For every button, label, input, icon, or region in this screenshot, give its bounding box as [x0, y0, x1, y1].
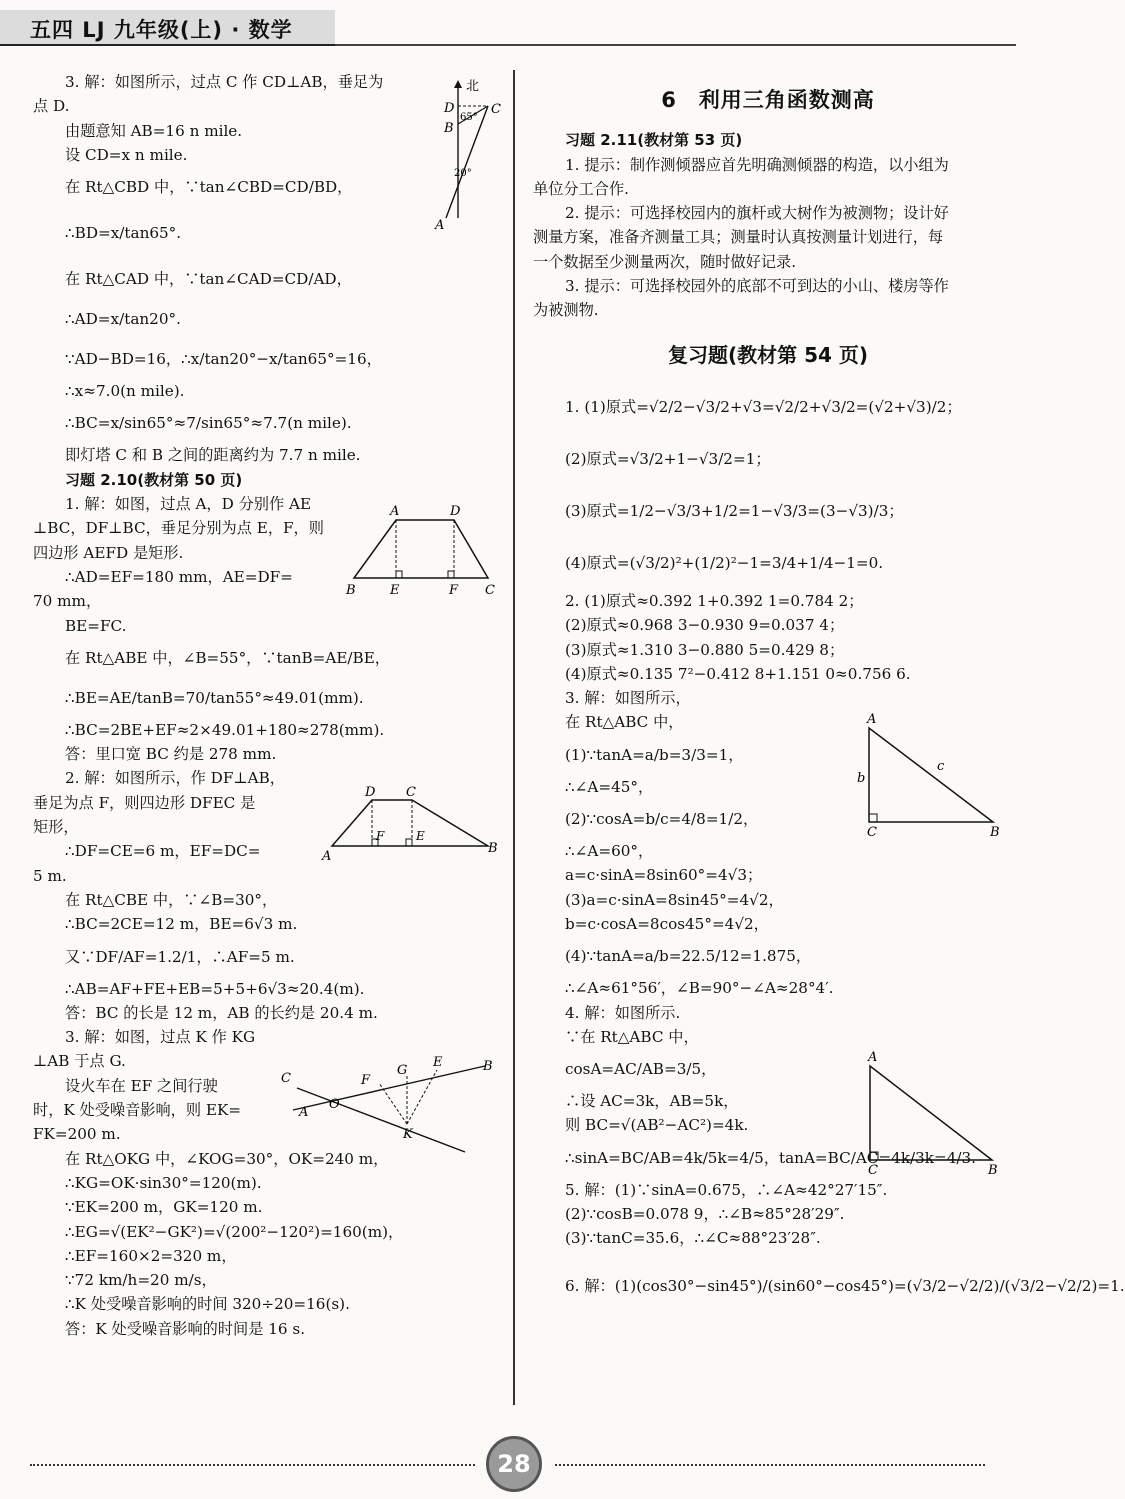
ex211-line: 1. 提示：制作测倾器应首先明确测倾器的构造，以小组为: [565, 155, 949, 174]
fig2-label-C: C: [485, 583, 495, 598]
left-line: ∴x≈7.0(n mile).: [65, 382, 185, 401]
fig2-label-B: B: [346, 583, 356, 598]
left-line: 70 mm，: [33, 592, 102, 611]
ex211-line: 3. 提示：可选择校园外的底部不可到达的小山、楼房等作: [565, 277, 949, 296]
left-line: 四边形 AEFD 是矩形.: [33, 543, 184, 562]
review-exercises: [533, 381, 1125, 1321]
left-line: 在 Rt△OKG 中，∠KOG=30°，OK=240 m，: [65, 1149, 389, 1168]
fig4-label-A: A: [299, 1105, 309, 1120]
fig1-angle-20: 20°: [454, 168, 472, 179]
page-number: 28: [486, 1436, 542, 1492]
review-line: 3. 解：如图所示，: [565, 689, 691, 708]
review-line: 4. 解：如图所示.: [565, 1003, 681, 1022]
page-footer: [0, 1430, 1016, 1490]
left-line: 又∵DF/AF=1.2/1，∴AF=5 m.: [65, 947, 295, 966]
fig6-label-C: C: [868, 1163, 878, 1178]
review-line: b=c·cosA=8cos45°=4√2，: [565, 914, 769, 933]
left-line: ∴AD=x/tan20°.: [65, 310, 181, 329]
column-divider: [513, 70, 515, 1405]
left-line: 在 Rt△CBD 中，∵tan∠CBD=CD/BD，: [65, 178, 353, 197]
fig2-label-F: F: [449, 583, 459, 598]
figure-train-noise: [275, 1052, 500, 1160]
fig1-label-C: C: [491, 102, 501, 117]
left-line: 设 CD=x n mile.: [65, 145, 188, 164]
review-line: 2. (1)原式≈0.392 1+0.392 1=0.784 2；: [565, 591, 864, 610]
fig4-label-K: K: [403, 1127, 413, 1142]
fig5-label-A: A: [867, 712, 877, 727]
review-line: ∴∠A=60°，: [565, 842, 654, 861]
figure-lighthouse: [418, 76, 508, 236]
review-line: (4)原式=(√3/2)²+(1/2)²−1=3/4+1/4−1=0.: [565, 553, 884, 572]
left-line: 设火车在 EF 之间行驶: [65, 1076, 218, 1095]
review-line: ∴sinA=BC/AB=4k/5k=4/5，tanA=BC/AC=4k/3k=4/3.: [565, 1148, 976, 1167]
section-title: 6 利用三角函数测高: [661, 88, 875, 112]
left-line: 垂足为点 F，则四边形 DFEC 是: [33, 793, 256, 812]
fig3-label-B: B: [488, 841, 498, 856]
review-line: (2)原式≈0.968 3−0.930 9=0.037 4；: [565, 616, 845, 635]
figure-trapezoid-1: [342, 500, 502, 598]
footer-dots-left: [30, 1464, 475, 1466]
fig2-label-E: E: [390, 583, 400, 598]
left-line: 2. 解：如图所示，作 DF⊥AB，: [65, 769, 285, 788]
left-line: ∵72 km/h=20 m/s，: [65, 1271, 217, 1290]
left-line: ∴BC=2BE+EF≈2×49.01+180≈278(mm).: [65, 720, 385, 739]
left-line: ∴BD=x/tan65°.: [65, 224, 182, 243]
review-line: (3)原式=1/2−√3/3+1/2=1−√3/3=(3−√3)/3；: [565, 501, 904, 520]
review-line: (4)∵tanA=a/b=22.5/12=1.875，: [565, 947, 812, 966]
fig1-angle-65: 65°: [460, 112, 478, 123]
review-line: ∴∠A≈61°56′，∠B=90°−∠A≈28°4′.: [565, 979, 834, 998]
ex211-line: 单位分工合作.: [533, 179, 629, 198]
left-line: ∵AD−BD=16，∴x/tan20°−x/tan65°=16，: [65, 350, 382, 369]
fig3-label-E: E: [416, 829, 425, 843]
left-line: ⊥AB 于点 G.: [33, 1052, 126, 1071]
fig5-label-b: b: [857, 771, 866, 786]
fig4-label-O: O: [329, 1097, 340, 1112]
figure-right-triangle-1: [855, 710, 1005, 840]
fig3-label-A: A: [322, 849, 332, 864]
left-line: ∴DF=CE=6 m，EF=DC=: [65, 842, 261, 861]
left-line: 点 D.: [33, 97, 70, 116]
fig3-label-F: F: [376, 829, 385, 843]
ex211-line: 2. 提示：可选择校园内的旗杆或大树作为被测物；设计好: [565, 204, 949, 223]
left-line: ∴BC=x/sin65°≈7/sin65°≈7.7(n mile).: [65, 414, 352, 433]
left-line: 答：BC 的长是 12 m，AB 的长约是 20.4 m.: [65, 1003, 378, 1022]
review-line: (4)原式≈0.135 7²−0.412 8+1.151 0≈0.756 6.: [565, 664, 911, 683]
review-line: 在 Rt△ABC 中，: [565, 713, 684, 732]
left-line: 在 Rt△ABE 中，∠B=55°，∵tanB=AE/BE，: [65, 648, 390, 667]
ex211-line: 一个数据至少测量两次，随时做好记录.: [533, 252, 797, 271]
ex211-line: 为被测物.: [533, 301, 599, 320]
left-line: 1. 解：如图，过点 A，D 分别作 AE: [65, 495, 312, 514]
left-line: 时，K 处受噪音影响，则 EK=: [33, 1101, 242, 1120]
exercise-2-11: [533, 128, 1003, 322]
review-line: ∵在 Rt△ABC 中，: [565, 1027, 699, 1046]
left-line: 矩形，: [33, 818, 79, 837]
left-line: ∴KG=OK·sin30°=120(m).: [65, 1173, 262, 1192]
ex211-line: 习题 2.11(教材第 53 页): [565, 131, 743, 150]
fig1-label-A: A: [435, 218, 445, 233]
figure-right-triangle-2: [860, 1048, 1005, 1178]
header-title: 五四 LJ 九年级(上) · 数学: [30, 18, 293, 42]
fig5-label-B: B: [990, 825, 1000, 840]
fig4-label-B: B: [483, 1059, 493, 1074]
fig4-label-F: F: [361, 1073, 371, 1088]
review-line: ∴∠A=45°，: [565, 777, 654, 796]
fig5-label-C: C: [867, 825, 877, 840]
left-line: 3. 解：如图，过点 K 作 KG: [65, 1028, 256, 1047]
review-line: (3)原式≈1.310 3−0.880 5=0.429 8；: [565, 640, 845, 659]
fig4-label-C: C: [281, 1071, 291, 1086]
left-line: ∴AB=AF+FE+EB=5+5+6√3≈20.4(m).: [65, 979, 365, 998]
left-line: 习题 2.10(教材第 50 页): [65, 470, 243, 489]
review-line: cosA=AC/AB=3/5，: [565, 1060, 717, 1079]
left-line: ∴EG=√(EK²−GK²)=√(200²−120²)=160(m)，: [65, 1222, 404, 1241]
left-line: ⊥BC，DF⊥BC，垂足分别为点 E，F，则: [33, 519, 324, 538]
footer-dots-right: [555, 1464, 985, 1466]
review-line: a=c·sinA=8sin60°=4√3；: [565, 866, 763, 885]
fig6-label-A: A: [868, 1050, 878, 1065]
ex211-line: 测量方案，准备齐测量工具；测量时认真按测量计划进行，每: [533, 228, 944, 247]
left-line: 3. 解：如图所示，过点 C 作 CD⊥AB，垂足为: [65, 73, 384, 91]
fig2-label-A: A: [390, 504, 400, 519]
left-line: ∴EF=160×2=320 m，: [65, 1246, 237, 1265]
left-line: 由题意知 AB=16 n mile.: [65, 121, 243, 140]
review-line: 1. (1)原式=√2/2−√3/2+√3=√2/2+√3/2=(√2+√3)/2；: [565, 397, 962, 416]
review-line: (2)∵cosB=0.078 9，∴∠B≈85°28′29″.: [565, 1205, 845, 1224]
review-line: (3)a=c·sinA=8sin45°=4√2，: [565, 890, 784, 909]
review-line: 5. 解：(1)∵sinA=0.675，∴∠A≈42°27′15″.: [565, 1180, 888, 1199]
left-line: ∴BC=2CE=12 m，BE=6√3 m.: [65, 915, 298, 934]
left-line: FK=200 m.: [33, 1125, 121, 1144]
fig1-label-B: B: [444, 121, 454, 136]
fig1-north: 北: [466, 79, 480, 94]
page-header: [0, 0, 1016, 52]
fig3-label-D: D: [365, 785, 376, 800]
header-rule: [335, 44, 1016, 46]
left-line: 答：里口宽 BC 约是 278 mm.: [65, 745, 277, 764]
left-line: ∴AD=EF=180 mm，AE=DF=: [65, 567, 293, 586]
review-line: (1)∵tanA=a/b=3/3=1，: [565, 745, 744, 764]
left-line: 在 Rt△CAD 中，∵tan∠CAD=CD/AD，: [65, 270, 352, 289]
review-line: 则 BC=√(AB²−AC²)=4k.: [565, 1116, 749, 1135]
left-line: 5 m.: [33, 866, 67, 885]
left-line: 在 Rt△CBE 中，∵∠B=30°，: [65, 890, 278, 909]
left-line: ∵EK=200 m，GK=120 m.: [65, 1198, 263, 1217]
review-line: (2)原式=√3/2+1−√3/2=1；: [565, 449, 771, 468]
fig6-label-B: B: [988, 1163, 998, 1178]
review-title: 复习题(教材第 54 页): [667, 342, 869, 367]
review-line: (3)∵tanC=35.6，∴∠C≈88°23′28″.: [565, 1229, 821, 1248]
left-line: 答：K 处受噪音影响的时间是 16 s.: [65, 1319, 306, 1338]
fig1-label-D: D: [444, 101, 455, 116]
left-line: 即灯塔 C 和 B 之间的距离约为 7.7 n mile.: [65, 446, 361, 465]
fig5-label-c: c: [937, 759, 945, 774]
left-line: ∴K 处受噪音影响的时间 320÷20=16(s).: [65, 1295, 350, 1314]
left-line: ∴BE=AE/tanB=70/tan55°≈49.01(mm).: [65, 688, 364, 707]
review-line: (2)∵cosA=b/c=4/8=1/2，: [565, 810, 759, 829]
fig4-label-E: E: [433, 1055, 443, 1070]
fig3-label-C: C: [406, 785, 416, 800]
fig2-label-D: D: [450, 504, 461, 519]
review-line: 6. 解：(1)(cos30°−sin45°)/(sin60°−cos45°)=(√3/2−√2/2)/(√3/2−√2/2)=1.: [565, 1276, 1125, 1295]
review-line: ∴设 AC=3k，AB=5k，: [565, 1092, 739, 1111]
fig4-label-G: G: [397, 1063, 408, 1078]
left-line: BE=FC.: [65, 616, 127, 635]
figure-trapezoid-2: [318, 782, 506, 864]
